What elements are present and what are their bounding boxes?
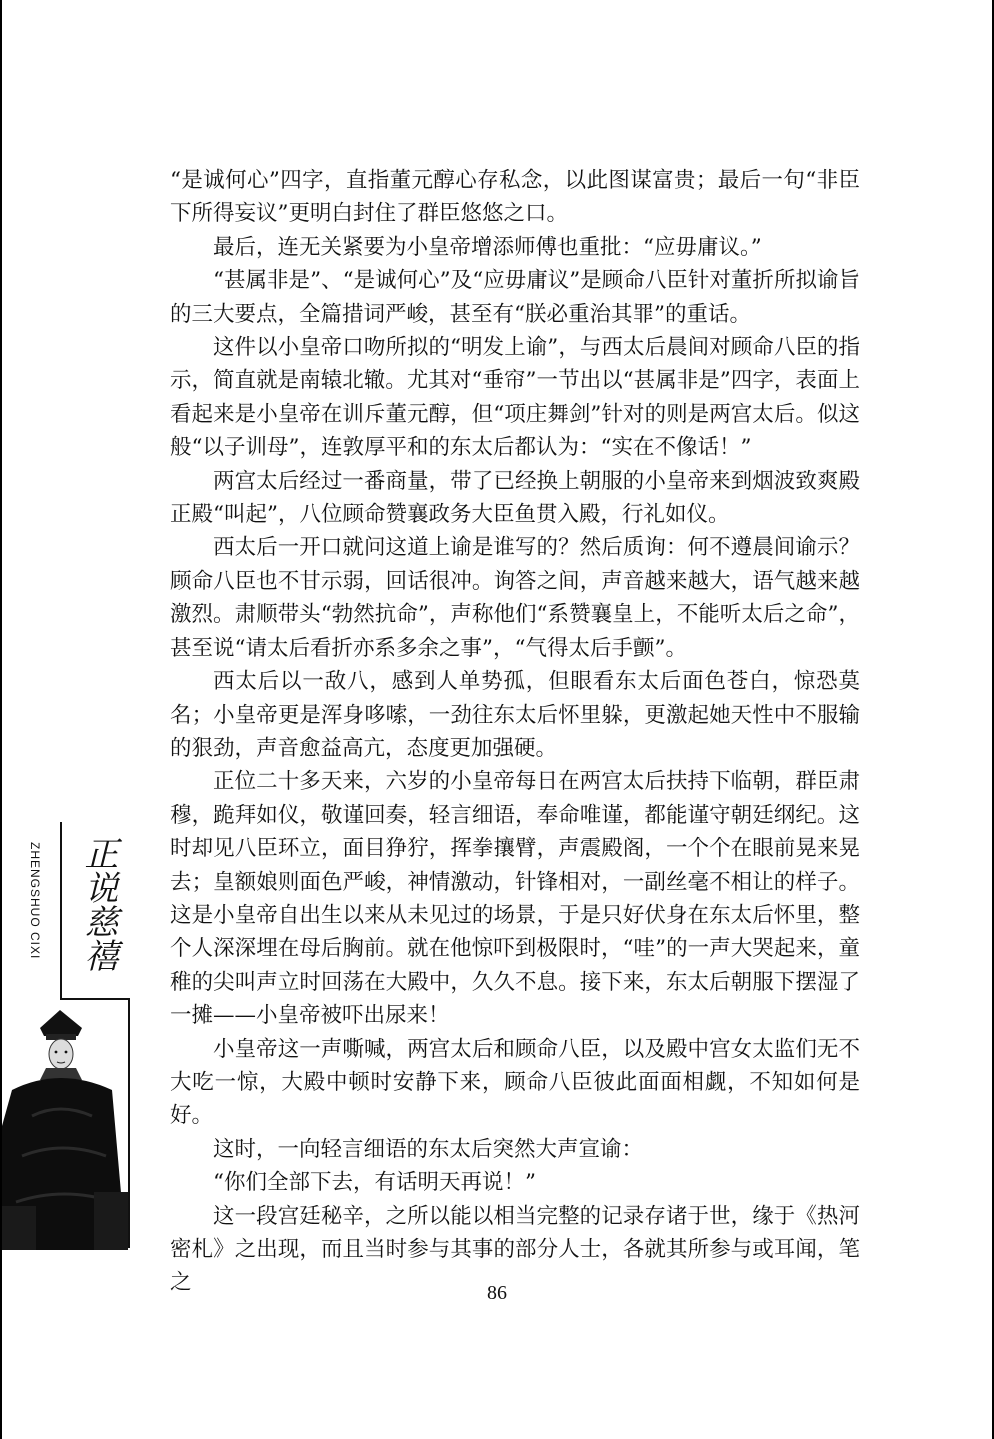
paragraph: 这一段宫廷秘辛，之所以能以相当完整的记录存诸于世，缘于《热河密札》之出现，而且当时参与其事的部分人士，各就其所参与或耳闻，笔之	[170, 1203, 860, 1296]
paragraph: 西太后一开口就问这道上谕是谁写的？然后质询：何不遵晨间谕示？顾命八臣也不甘示弱，回话很冲。询答之间，声音越来越大，语气越来越激烈。肃顺带头“勃然抗命”，声称他们“系赞襄皇上，不能听太后之命”，甚至说“请太后看折亦系多余之事”，“气得太后手颤”。	[170, 535, 860, 661]
paragraph: 这时，一向轻言细语的东太后突然大声宣谕：	[213, 1136, 644, 1162]
paragraph: “你们全部下去，有话明天再说！”	[213, 1170, 536, 1196]
side-rule	[60, 998, 130, 1000]
paragraph: 两宫太后经过一番商量，带了已经换上朝服的小皇帝来到烟波致爽殿正殿“叫起”，八位顾命赞襄政务大臣鱼贯入殿，行礼如仪。	[170, 468, 860, 528]
side-rule	[128, 998, 130, 1248]
series-title: 正说慈禧	[78, 836, 118, 972]
paragraph: 正位二十多天来，六岁的小皇帝每日在两宫太后扶持下临朝，群臣肃穆，跪拜如仪，敬谨回奏，轻言细语，奉命唯谨，都能谨守朝廷纲纪。这时却见八臣环立，面目狰狞，挥拳攘臂，声震殿阁，一个个在眼前晃来晃去；皇额娘则面色严峻，神情激动，针锋相对，一副丝毫不相让的样子。这是小皇帝自出生以来从未见过的场景，于是只好伏身在东太后怀里，整个人深深埋在母后胸前。就在他惊吓到极限时，“哇”的一声大哭起来，童稚的尖叫声立时回荡在大殿中，久久不息。接下来，东太后朝服下摆湿了一摊——小皇帝被吓出尿来！	[170, 769, 860, 1029]
page-number: 86	[487, 1282, 507, 1304]
empress-portrait-image	[2, 1006, 128, 1250]
series-pinyin: ZHENGSHUO CIXI	[28, 842, 42, 960]
body-text	[170, 164, 860, 1300]
paragraph: 西太后以一敌八，感到人单势孤，但眼看东太后面色苍白，惊恐莫名；小皇帝更是浑身哆嗦，一劲往东太后怀里躲，更激起她天性中不服输的狠劲，声音愈益高亢，态度更加强硬。	[170, 669, 860, 761]
paragraph: 这件以小皇帝口吻所拟的“明发上谕”，与西太后晨间对顾命八臣的指示，简直就是南辕北辙。尤其对“垂帘”一节出以“甚属非是”四字，表面上看起来是小皇帝在训斥董元醇，但“项庄舞剑”针对的则是两宫太后。似这般“以子训母”，连敦厚平和的东太后都认为：“实在不像话！”	[170, 335, 860, 461]
side-rule	[60, 822, 62, 1000]
paragraph: 小皇帝这一声嘶喊，两宫太后和顾命八臣，以及殿中宫女太监们无不大吃一惊，大殿中顿时安静下来，顾命八臣彼此面面相觑，不知如何是好。	[170, 1036, 860, 1129]
paragraph: 最后，连无关紧要为小皇帝增添师傅也重批：“应毋庸议。”	[213, 234, 762, 260]
paragraph: “甚属非是”、“是诚何心”及“应毋庸议”是顾命八臣针对董折所拟谕旨的三大要点，全篇措词严峻，甚至有“朕必重治其罪”的重话。	[170, 268, 860, 327]
paragraph: “是诚何心”四字，直指董元醇心存私念，以此图谋富贵；最后一句“非臣下所得妄议”更明白封住了群臣悠悠之口。	[170, 168, 860, 227]
